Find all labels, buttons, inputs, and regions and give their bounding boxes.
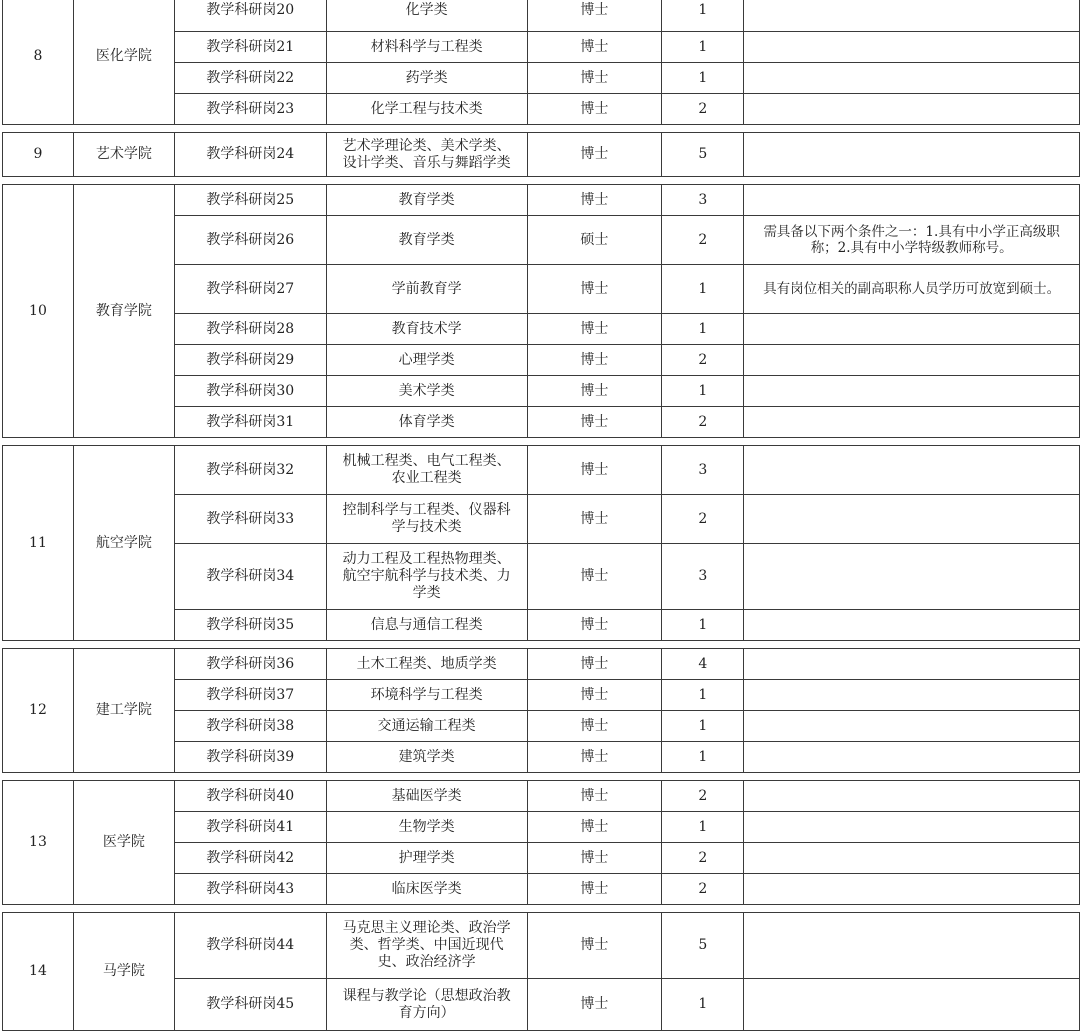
note-cell <box>744 610 1080 641</box>
note-cell: 需具备以下两个条件之一：1.具有中小学正高级职称；2.具有中小学特级教师称号。 <box>744 216 1080 265</box>
note-cell: 具有岗位相关的副高职称人员学历可放宽到硕士。 <box>744 265 1080 314</box>
note-cell <box>744 680 1080 711</box>
major-requirement: 交通运输工程类 <box>326 711 527 742</box>
headcount: 2 <box>662 216 744 265</box>
degree-requirement: 博士 <box>527 185 662 216</box>
separator-cell <box>3 125 1080 133</box>
degree-requirement: 博士 <box>527 314 662 345</box>
headcount: 1 <box>662 979 744 1031</box>
post-name: 教学科研岗41 <box>174 812 326 843</box>
post-name: 教学科研岗40 <box>174 781 326 812</box>
recruitment-table <box>2 0 1080 1031</box>
group-number: 14 <box>3 913 74 1031</box>
headcount: 1 <box>662 376 744 407</box>
major-requirement: 艺术学理论类、美术学类、设计学类、音乐与舞蹈学类 <box>326 133 527 177</box>
headcount: 3 <box>662 446 744 495</box>
degree-requirement: 博士 <box>527 495 662 544</box>
major-requirement: 土木工程类、地质学类 <box>326 649 527 680</box>
note-cell <box>744 979 1080 1031</box>
major-requirement: 课程与教学论（思想政治教育方向） <box>326 979 527 1031</box>
degree-requirement: 博士 <box>527 265 662 314</box>
degree-requirement: 博士 <box>527 544 662 610</box>
headcount: 1 <box>662 711 744 742</box>
post-name: 教学科研岗22 <box>174 63 326 94</box>
post-name: 教学科研岗21 <box>174 32 326 63</box>
separator-cell <box>3 438 1080 446</box>
degree-requirement: 博士 <box>527 446 662 495</box>
post-name: 教学科研岗30 <box>174 376 326 407</box>
headcount: 2 <box>662 874 744 905</box>
major-requirement: 教育学类 <box>326 185 527 216</box>
group-separator <box>3 905 1080 913</box>
degree-requirement: 博士 <box>527 94 662 125</box>
separator-cell <box>3 905 1080 913</box>
post-name: 教学科研岗26 <box>174 216 326 265</box>
post-name: 教学科研岗24 <box>174 133 326 177</box>
note-cell <box>744 812 1080 843</box>
group-number: 13 <box>3 781 74 905</box>
separator-cell <box>3 773 1080 781</box>
headcount: 1 <box>662 812 744 843</box>
degree-requirement: 博士 <box>527 407 662 438</box>
post-name: 教学科研岗20 <box>174 0 326 32</box>
headcount: 2 <box>662 94 744 125</box>
post-name: 教学科研岗23 <box>174 94 326 125</box>
post-name: 教学科研岗35 <box>174 610 326 641</box>
post-name: 教学科研岗44 <box>174 913 326 979</box>
degree-requirement: 博士 <box>527 376 662 407</box>
post-name: 教学科研岗29 <box>174 345 326 376</box>
major-requirement: 信息与通信工程类 <box>326 610 527 641</box>
degree-requirement: 博士 <box>527 711 662 742</box>
post-name: 教学科研岗43 <box>174 874 326 905</box>
note-cell <box>744 874 1080 905</box>
note-cell <box>744 185 1080 216</box>
table-row <box>3 649 1080 680</box>
college-name: 航空学院 <box>73 446 174 641</box>
major-requirement: 基础医学类 <box>326 781 527 812</box>
degree-requirement: 博士 <box>527 979 662 1031</box>
group-separator <box>3 177 1080 185</box>
headcount: 1 <box>662 610 744 641</box>
headcount: 5 <box>662 133 744 177</box>
headcount: 4 <box>662 649 744 680</box>
note-cell <box>744 843 1080 874</box>
major-requirement: 环境科学与工程类 <box>326 680 527 711</box>
table-row <box>3 133 1080 177</box>
post-name: 教学科研岗38 <box>174 711 326 742</box>
post-name: 教学科研岗36 <box>174 649 326 680</box>
major-requirement: 护理学类 <box>326 843 527 874</box>
group-separator <box>3 641 1080 649</box>
group-number: 11 <box>3 446 74 641</box>
note-cell <box>744 913 1080 979</box>
note-cell <box>744 0 1080 32</box>
headcount: 1 <box>662 314 744 345</box>
note-cell <box>744 544 1080 610</box>
college-name: 马学院 <box>73 913 174 1031</box>
group-separator <box>3 125 1080 133</box>
major-requirement: 动力工程及工程热物理类、航空宇航科学与技术类、力学类 <box>326 544 527 610</box>
note-cell <box>744 133 1080 177</box>
degree-requirement: 博士 <box>527 345 662 376</box>
headcount: 1 <box>662 680 744 711</box>
degree-requirement: 博士 <box>527 610 662 641</box>
note-cell <box>744 495 1080 544</box>
headcount: 1 <box>662 0 744 32</box>
note-cell <box>744 711 1080 742</box>
headcount: 1 <box>662 32 744 63</box>
major-requirement: 材料科学与工程类 <box>326 32 527 63</box>
note-cell <box>744 314 1080 345</box>
group-number: 10 <box>3 185 74 438</box>
post-name: 教学科研岗42 <box>174 843 326 874</box>
post-name: 教学科研岗33 <box>174 495 326 544</box>
major-requirement: 教育技术学 <box>326 314 527 345</box>
note-cell <box>744 376 1080 407</box>
group-number: 9 <box>3 133 74 177</box>
degree-requirement: 博士 <box>527 0 662 32</box>
post-name: 教学科研岗45 <box>174 979 326 1031</box>
headcount: 2 <box>662 407 744 438</box>
degree-requirement: 博士 <box>527 63 662 94</box>
headcount: 2 <box>662 345 744 376</box>
degree-requirement: 博士 <box>527 742 662 773</box>
major-requirement: 体育学类 <box>326 407 527 438</box>
note-cell <box>744 649 1080 680</box>
table-row <box>3 781 1080 812</box>
major-requirement: 美术学类 <box>326 376 527 407</box>
degree-requirement: 博士 <box>527 874 662 905</box>
table-body <box>3 0 1080 1031</box>
major-requirement: 控制科学与工程类、仪器科学与技术类 <box>326 495 527 544</box>
separator-cell <box>3 641 1080 649</box>
college-name: 建工学院 <box>73 649 174 773</box>
major-requirement: 学前教育学 <box>326 265 527 314</box>
degree-requirement: 博士 <box>527 913 662 979</box>
college-name: 医学院 <box>73 781 174 905</box>
degree-requirement: 博士 <box>527 781 662 812</box>
headcount: 2 <box>662 843 744 874</box>
degree-requirement: 硕士 <box>527 216 662 265</box>
table-row <box>3 446 1080 495</box>
post-name: 教学科研岗39 <box>174 742 326 773</box>
table-row <box>3 913 1080 979</box>
major-requirement: 机械工程类、电气工程类、农业工程类 <box>326 446 527 495</box>
table-row <box>3 185 1080 216</box>
degree-requirement: 博士 <box>527 843 662 874</box>
note-cell <box>744 446 1080 495</box>
post-name: 教学科研岗31 <box>174 407 326 438</box>
headcount: 1 <box>662 742 744 773</box>
note-cell <box>744 407 1080 438</box>
headcount: 3 <box>662 185 744 216</box>
headcount: 3 <box>662 544 744 610</box>
major-requirement: 临床医学类 <box>326 874 527 905</box>
major-requirement: 马克思主义理论类、政治学类、哲学类、中国近现代史、政治经济学 <box>326 913 527 979</box>
major-requirement: 建筑学类 <box>326 742 527 773</box>
major-requirement: 化学工程与技术类 <box>326 94 527 125</box>
headcount: 2 <box>662 781 744 812</box>
note-cell <box>744 63 1080 94</box>
college-name: 艺术学院 <box>73 133 174 177</box>
table-row <box>3 0 1080 32</box>
group-number: 12 <box>3 649 74 773</box>
headcount: 1 <box>662 265 744 314</box>
group-separator <box>3 438 1080 446</box>
college-name: 医化学院 <box>73 0 174 125</box>
group-number: 8 <box>3 0 74 125</box>
degree-requirement: 博士 <box>527 649 662 680</box>
headcount: 1 <box>662 63 744 94</box>
post-name: 教学科研岗25 <box>174 185 326 216</box>
college-name: 教育学院 <box>73 185 174 438</box>
note-cell <box>744 94 1080 125</box>
headcount: 5 <box>662 913 744 979</box>
major-requirement: 教育学类 <box>326 216 527 265</box>
post-name: 教学科研岗34 <box>174 544 326 610</box>
degree-requirement: 博士 <box>527 32 662 63</box>
note-cell <box>744 781 1080 812</box>
degree-requirement: 博士 <box>527 812 662 843</box>
major-requirement: 生物学类 <box>326 812 527 843</box>
post-name: 教学科研岗28 <box>174 314 326 345</box>
post-name: 教学科研岗37 <box>174 680 326 711</box>
major-requirement: 化学类 <box>326 0 527 32</box>
group-separator <box>3 773 1080 781</box>
major-requirement: 心理学类 <box>326 345 527 376</box>
post-name: 教学科研岗32 <box>174 446 326 495</box>
degree-requirement: 博士 <box>527 133 662 177</box>
post-name: 教学科研岗27 <box>174 265 326 314</box>
separator-cell <box>3 177 1080 185</box>
note-cell <box>744 345 1080 376</box>
note-cell <box>744 742 1080 773</box>
major-requirement: 药学类 <box>326 63 527 94</box>
note-cell <box>744 32 1080 63</box>
degree-requirement: 博士 <box>527 680 662 711</box>
headcount: 2 <box>662 495 744 544</box>
